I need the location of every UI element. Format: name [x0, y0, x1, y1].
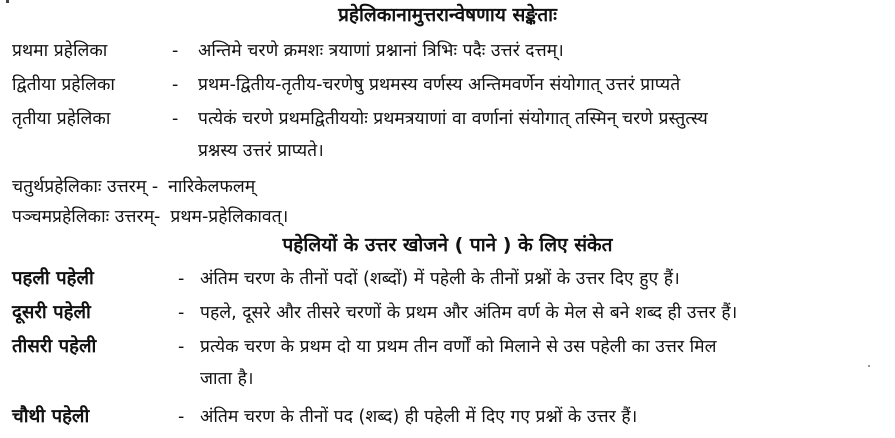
dash: -	[172, 75, 179, 95]
answer-text: प्रथम-प्रहेलिकावत्।	[170, 207, 289, 227]
answer-row-5	[12, 206, 298, 228]
row-label: तीसरी पहेली	[12, 336, 97, 357]
dash: -	[172, 109, 179, 129]
row-label: पहली पहेली	[12, 268, 94, 289]
row-text: पहले, दूसरे और तीसरे चरणों के प्रथम और अंतिम वर्ण के मेल से बने शब्द ही उत्तर हैं।	[200, 303, 738, 323]
answer-label: पञ्चमप्रहेलिकाः उत्तरम्-	[12, 207, 161, 227]
dash: -	[178, 337, 185, 357]
row-label: द्वितीया प्रहेलिका	[12, 75, 115, 95]
scan-mark	[6, 0, 9, 3]
row-label: दूसरी पहेली	[12, 302, 91, 323]
row-text: प्रथम-द्वितीय-तृतीय-चरणेषु प्रथमस्य वर्णस्य अन्तिमवर्णेन संयोगात् उत्तरं प्राप्यते	[198, 75, 681, 95]
dash: -	[172, 41, 179, 61]
row-text-continuation: जाता है।	[200, 369, 254, 389]
section-1-heading: प्रहेलिकानामुत्तरान्वेषणाय सङ्केताः	[338, 4, 557, 26]
dash: -	[178, 303, 185, 323]
row-text: अंतिम चरण के तीनों पद (शब्द) ही पहेली में दिए गए प्रश्नों के उत्तर हैं।	[200, 407, 638, 427]
row-text-continuation: प्रश्नस्य उत्तरं प्राप्यते।	[198, 141, 324, 161]
row-text: पत्येकं चरणे प्रथमद्वितीययोः प्रथमत्रयाणां वा वर्णानां संयोगात् तस्मिन् चरणे प्रस्तुत्स्य	[198, 109, 708, 129]
row-label: प्रथमा प्रहेलिका	[12, 41, 108, 61]
answer-row-4	[12, 176, 265, 198]
row-text: अंतिम चरण के तीनों पदों (शब्दों) में पहेली के तीनों प्रश्नों के उत्तर दिए हुए हैं।	[200, 269, 680, 289]
scan-speck	[868, 365, 870, 367]
answer-label: चतुर्थप्रहेलिकाः उत्तरम् -	[12, 177, 159, 197]
row-label: तृतीया प्रहेलिका	[12, 109, 111, 129]
section-2-heading: पहेलियों के उत्तर खोजने ( पाने ) के लिए संकेत	[282, 234, 613, 256]
row-text: अन्तिमे चरणे क्रमशः त्रयाणां प्रश्नानां त्रिभिः पदैः उत्तरं दत्तम्।	[198, 41, 564, 61]
row-text: प्रत्येक चरण के प्रथम दो या प्रथम तीन वर्णों को मिलाने से उस पहेली का उत्तर मिल	[200, 337, 717, 357]
dash: -	[178, 407, 185, 427]
row-label: चौथी पहेली	[12, 406, 90, 427]
dash: -	[178, 269, 185, 289]
answer-text: नारिकेलफलम्	[168, 177, 256, 197]
